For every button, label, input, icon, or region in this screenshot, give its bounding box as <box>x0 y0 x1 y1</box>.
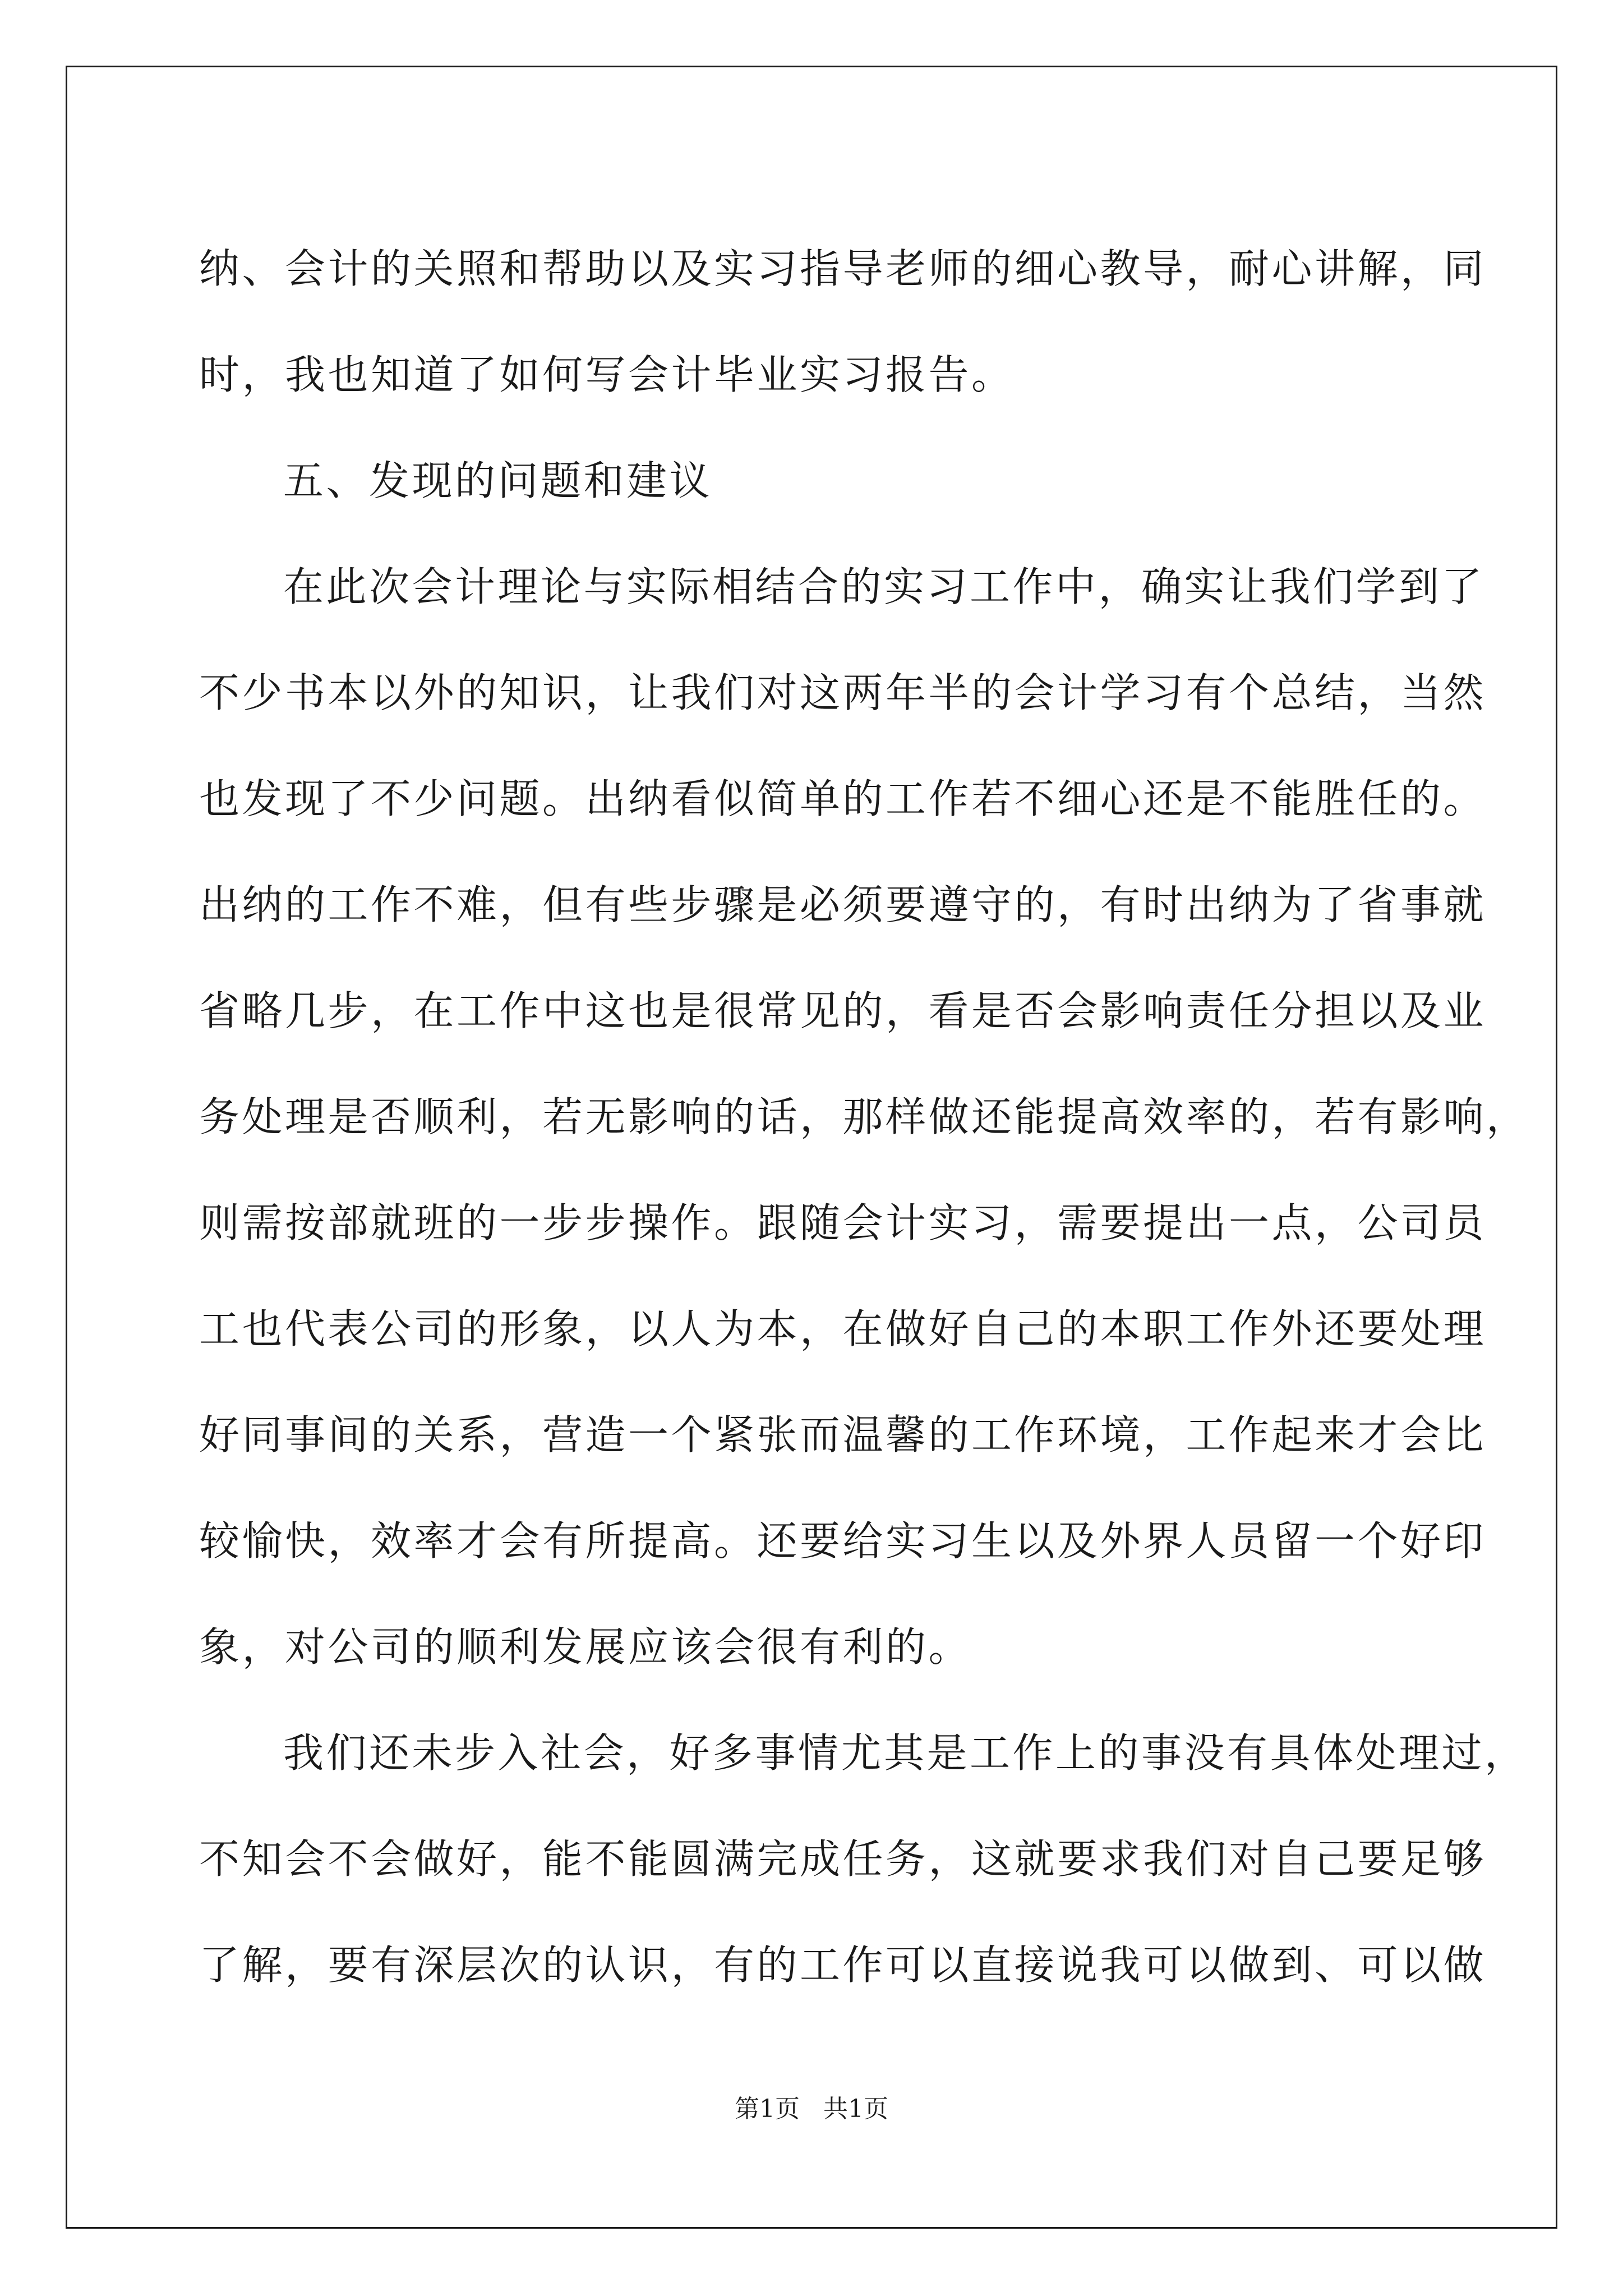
page-footer <box>0 2088 1623 2124</box>
page-total: 共1页 <box>823 2095 888 2123</box>
text-line: 不少书本以外的知识，让我们对这两年半的会计学习有个总结，当然 <box>199 669 1487 716</box>
page-number: 第1页 <box>735 2095 800 2123</box>
section-heading: 五、发现的问题和建议 <box>283 457 713 504</box>
text-line: 了解，要有深层次的认识，有的工作可以直接说我可以做到、可以做 <box>199 1941 1487 1989</box>
text-line: 省略几步，在工作中这也是很常见的，看是否会影响责任分担以及业 <box>199 987 1487 1034</box>
text-line: 务处理是否顺利，若无影响的话，那样做还能提高效率的，若有影响， <box>199 1093 1529 1140</box>
text-line: 则需按部就班的一步步操作。跟随会计实习，需要提出一点，公司员 <box>199 1199 1487 1246</box>
text-line: 时，我也知道了如何写会计毕业实习报告。 <box>199 351 1015 398</box>
text-line: 好同事间的关系，营造一个紧张而温馨的工作环境，工作起来才会比 <box>199 1411 1487 1458</box>
text-line: 象，对公司的顺利发展应该会很有利的。 <box>199 1623 972 1671</box>
text-line: 也发现了不少问题。出纳看似简单的工作若不细心还是不能胜任的。 <box>199 775 1487 822</box>
text-line: 在此次会计理论与实际相结合的实习工作中，确实让我们学到了 <box>283 563 1485 610</box>
text-line: 纳、会计的关照和帮助以及实习指导老师的细心教导，耐心讲解，同 <box>199 245 1487 292</box>
text-line: 不知会不会做好，能不能圆满完成任务，这就要求我们对自己要足够 <box>199 1835 1487 1883</box>
text-line: 我们还未步入社会，好多事情尤其是工作上的事没有具体处理过， <box>283 1729 1528 1777</box>
text-line: 工也代表公司的形象，以人为本，在做好自己的本职工作外还要处理 <box>199 1305 1487 1352</box>
document-body <box>199 216 1529 2018</box>
text-line: 出纳的工作不难，但有些步骤是必须要遵守的，有时出纳为了省事就 <box>199 881 1487 928</box>
text-line: 较愉快，效率才会有所提高。还要给实习生以及外界人员留一个好印 <box>199 1517 1487 1565</box>
